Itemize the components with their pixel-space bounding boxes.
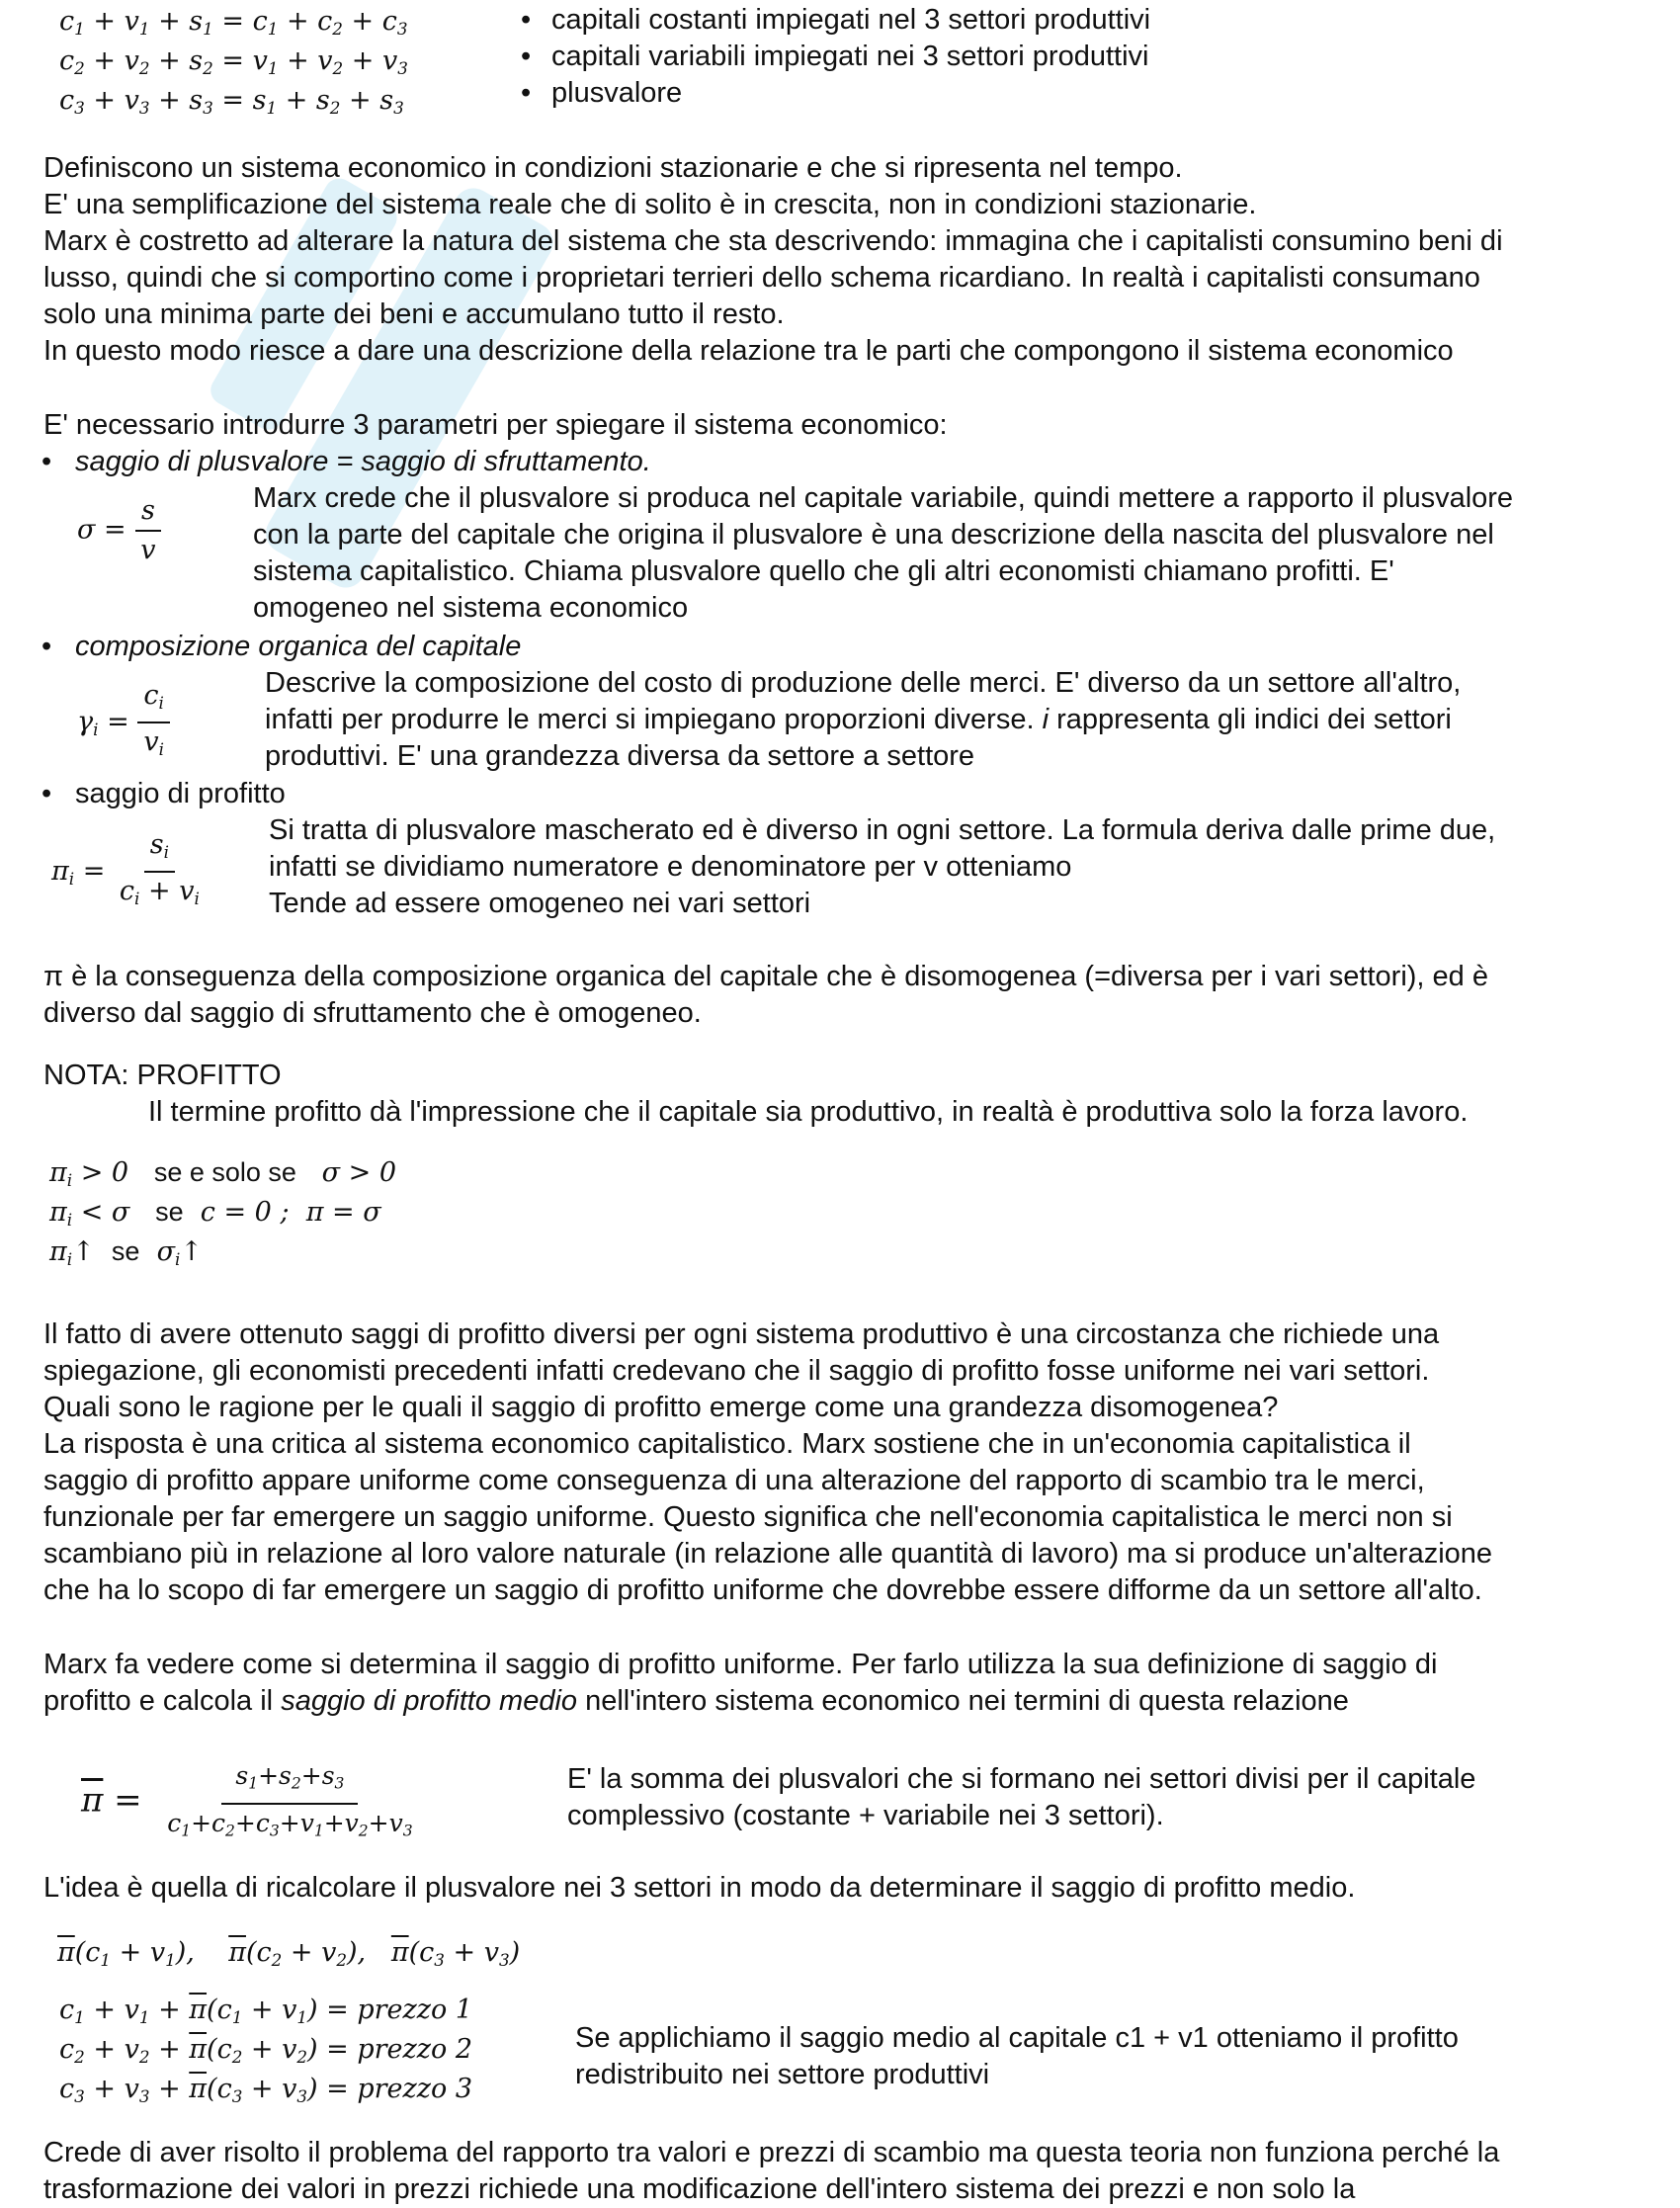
sigma-formula: σ = $\frac{s}{v}$: [77, 492, 162, 569]
para3-line: Marx fa vedere come si determina il saggio di profitto uniforme. Per farlo utilizza la sua definizione di saggio di: [43, 1649, 1438, 1680]
pi-formula: $\pi_i$ = $\frac{s_i}{c_i + v_i}$: [51, 826, 206, 917]
para1-line: E' una semplificazione del sistema reale che di solito è in crescita, non in condizioni stazionarie.: [43, 189, 1257, 220]
price-eq-2: $c_2 + v_2 + \overline{\pi}(c_2 + v_2)$ = prezzo 2: [59, 2034, 473, 2068]
nota-title: NOTA: PROFITTO: [43, 1060, 282, 1091]
param1-desc: omogeneo nel sistema economico: [253, 592, 689, 624]
para1-line: lusso, quindi che si comportino come i proprietari terrieri dello schema ricardiano. In realtà i capitalisti consumano: [43, 262, 1480, 294]
para2-line: Quali sono le ragione per le quali il saggio di profitto emerge come una grandezza disomogenea?: [43, 1392, 1279, 1423]
bullet-dot: •: [521, 41, 532, 72]
price-eq-1: $c_1 + v_1 + \overline{\pi}(c_1 + v_1)$ = prezzo 1: [59, 1995, 473, 2028]
eq-top-1: $c_1 + v_1 + s_1 = c_1 + c_2 + c_3$: [59, 6, 408, 40]
param3-title: saggio di profitto: [75, 778, 286, 809]
final-line: Crede di aver risolto il problema del rapporto tra valori e prezzi di scambio ma questa teoria non funziona perché la: [43, 2137, 1500, 2168]
avg-desc: E' la somma dei plusvalori che si formano nei settori divisi per il capitale: [567, 1763, 1476, 1795]
para2-line: che ha lo scopo di far emergere un saggio di profitto uniforme che dovrebbe essere difforme da un settore all'alto.: [43, 1574, 1482, 1606]
para2-line: funzionale per far emergere un saggio uniforme. Questo significa che nell'economia capitalistica le merci non si: [43, 1501, 1453, 1533]
para2-line: spiegazione, gli economisti precedenti infatti credevano che il saggio di profitto fosse uniforme nei vari settori.: [43, 1355, 1430, 1387]
eq-bullet-2: capitali variabili impiegati nei 3 settori produttivi: [551, 41, 1149, 72]
param3-desc: infatti se dividiamo numeratore e denominatore per v otteniamo: [269, 851, 1072, 883]
price-eq-3: $c_3 + v_3 + \overline{\pi}(c_3 + v_3)$ = prezzo 3: [59, 2074, 473, 2107]
profit-terms: $\overline{\pi}(c_1 + v_1)$, $\overline{\pi}(c_2 + v_2)$, $\overline{\pi}(c_3 + v_3)$: [57, 1937, 521, 1971]
ineq-2: $\pi_i < \sigma$ se c = 0 ; π = σ: [49, 1197, 381, 1231]
param2-desc: Descrive la composizione del costo di produzione delle merci. E' diverso da un settore all'altro,: [265, 667, 1462, 699]
watermark-logo: [158, 40, 652, 731]
para1-line: solo una minima parte dei beni e accumulano tutto il resto.: [43, 298, 785, 330]
nota-text: Il termine profitto dà l'impressione che il capitale sia produttivo, in realtà è produttiva solo la forza lavoro.: [148, 1096, 1469, 1128]
avg-desc: complessivo (costante + variabile nei 3 settori).: [567, 1800, 1164, 1831]
param1-desc: sistema capitalistico. Chiama plusvalore quello che gli altri economisti chiamano profitti. E': [253, 555, 1394, 587]
eq-top-3: $c_3 + v_3 + s_3 = s_1 + s_2 + s_3$: [59, 85, 404, 119]
pi-para-line: π è la conseguenza della composizione organica del capitale che è disomogenea (=diversa per i vari settori), ed è: [43, 961, 1488, 992]
ineq-1: $\pi_i > 0$ se e solo se σ > 0: [49, 1157, 397, 1191]
para1-line: Marx è costretto ad alterare la natura del sistema che sta descrivendo: immagina che i capitalisti consumino beni di: [43, 225, 1503, 257]
eq-bullet-3: plusvalore: [551, 77, 683, 109]
param3-desc: Tende ad essere omogeneo nei vari settori: [269, 888, 811, 919]
para2-line: saggio di profitto appare uniforme come conseguenza di una alterazione del rapporto di scambio tra le merci,: [43, 1465, 1425, 1496]
gamma-formula: $\gamma_i$ = $\frac{c_i}{v_i}$: [77, 677, 170, 768]
para2-line: scambiano più in relazione al loro valore naturale (in relazione alle quantità di lavoro) ma si produce un'alterazione: [43, 1538, 1493, 1570]
param-intro: E' necessario introdurre 3 parametri per spiegare il sistema economico:: [43, 409, 948, 441]
avg-profit-formula: $\overline{\pi}$ = $\frac{s_1+s_2+s_3}{c_1+c_2+c_3+v_1+v_2+v_3}$: [81, 1757, 419, 1849]
param3-desc: Si tratta di plusvalore mascherato ed è diverso in ogni settore. La formula deriva dalle prime due,: [269, 814, 1496, 846]
eq-top-2: $c_2 + v_2 + s_2 = v_1 + v_2 + v_3$: [59, 45, 408, 79]
ineq-3: $\pi_i↑$ se $\sigma_i↑$: [49, 1236, 204, 1270]
idea-text: L'idea è quella di ricalcolare il plusvalore nei 3 settori in modo da determinare il saggio di profitto medio.: [43, 1872, 1356, 1904]
param2-desc: produttivi. E' una grandezza diversa da settore a settore: [265, 740, 975, 772]
price-desc: redistribuito nei settore produttivi: [575, 2059, 990, 2090]
param2-desc: infatti per produrre le merci si impiegano proporzioni diverse. i rappresenta gli indici dei settori: [265, 704, 1452, 735]
bullet-dot: •: [42, 778, 52, 809]
param2-title: composizione organica del capitale: [75, 631, 522, 662]
param1-desc: Marx crede che il plusvalore si produca nel capitale variabile, quindi mettere a rapporto il plusvalore: [253, 482, 1514, 514]
bullet-dot: •: [42, 446, 52, 477]
final-line: trasformazione dei valori in prezzi richiede una modificazione dell'intero sistema dei prezzi e non solo la: [43, 2173, 1356, 2205]
para1-line: In questo modo riesce a dare una descrizione della relazione tra le parti che compongono il sistema economico: [43, 335, 1454, 367]
param1-desc: con la parte del capitale che origina il plusvalore è una descrizione della nascita del plusvalore nel: [253, 519, 1494, 551]
bullet-dot: •: [521, 4, 532, 36]
para3-line: profitto e calcola il saggio di profitto medio nell'intero sistema economico nei termini di questa relazione: [43, 1685, 1349, 1717]
param1-title: saggio di plusvalore = saggio di sfruttamento.: [75, 446, 651, 477]
eq-bullet-1: capitali costanti impiegati nel 3 settori produttivi: [551, 4, 1151, 36]
pi-para-line: diverso dal saggio di sfruttamento che è omogeneo.: [43, 997, 702, 1029]
para2-line: Il fatto di avere ottenuto saggi di profitto diversi per ogni sistema produttivo è una circostanza che richiede una: [43, 1318, 1440, 1350]
bullet-dot: •: [521, 77, 532, 109]
price-desc: Se applichiamo il saggio medio al capitale c1 + v1 otteniamo il profitto: [575, 2022, 1459, 2054]
bullet-dot: •: [42, 631, 52, 662]
para1-line: Definiscono un sistema economico in condizioni stazionarie e che si ripresenta nel tempo.: [43, 152, 1183, 184]
para2-line: La risposta è una critica al sistema economico capitalistico. Marx sostiene che in un'economia capitalistica il: [43, 1428, 1411, 1460]
